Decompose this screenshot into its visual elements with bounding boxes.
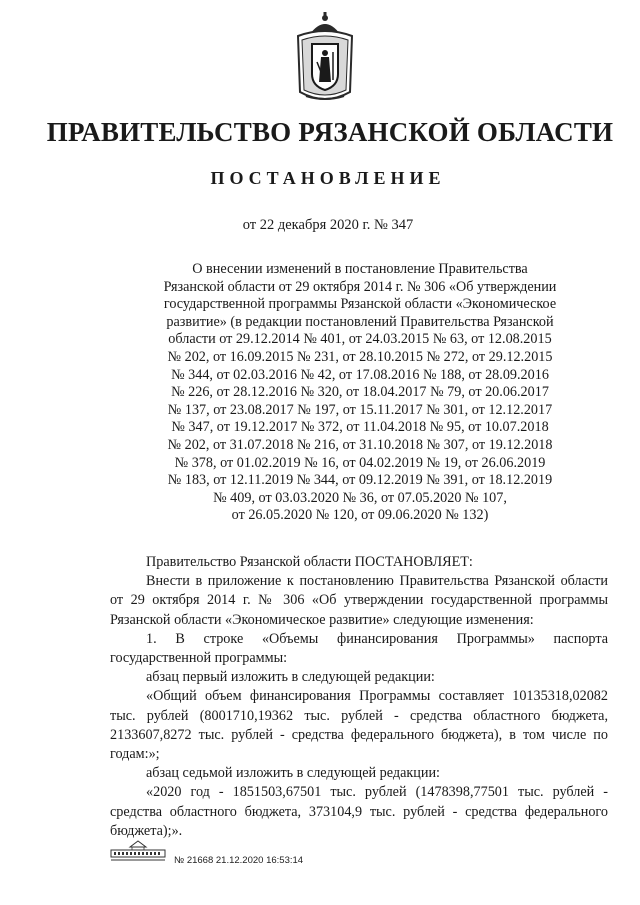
body-paragraph: «2020 год - 1851503,67501 тыс. рублей (1478398,77501 тыс. рублей - средства областного бюджета, 373104,9 тыс. рублей - средства федерального бюджета);».	[110, 784, 608, 839]
subject-line: № 347, от 19.12.2017 № 372, от 11.04.2018 № 95, от 10.07.2018	[171, 419, 549, 436]
subject-line: № 202, от 31.07.2018 № 216, от 31.10.2018 № 307, от 19.12.2018	[167, 436, 553, 453]
subject-line: № 183, от 12.11.2019 № 344, от 09.12.2019 № 391, от 18.12.2019	[167, 472, 553, 489]
body-paragraph: 1. В строке «Объемы финансирования Программы» паспорта государственной программы:	[110, 630, 608, 667]
document-type: ПОСТАНОВЛЕНИЕ	[210, 168, 446, 188]
document-body	[110, 553, 608, 841]
body-paragraph: абзац седьмой изложить в следующей редакции:	[146, 765, 441, 782]
subject-line: № 409, от 03.03.2020 № 36, от 07.05.2020 № 107,	[213, 489, 507, 506]
subject-line: развитие» (в редакции постановлений Правительства Рязанской	[166, 313, 554, 330]
subject-line: № 378, от 01.02.2019 № 16, от 04.02.2019 № 19, от 26.06.2019	[174, 454, 546, 471]
subject-line: области от 29.12.2014 № 401, от 24.03.2015 № 63, от 12.08.2015	[168, 331, 552, 348]
subject-line: Рязанской области от 29 октября 2014 г. № 306 «Об утверждении	[163, 278, 557, 295]
body-paragraph: «Общий объем финансирования Программы составляет 10135318,02082 тыс. рублей (8001710,19362 тыс. рублей - средства областного бюджета, 2133607,8272 тыс. рублей - средства федерального бюджета), в том числе по годам:»;	[110, 688, 608, 763]
subject-line: государственной программы Рязанской области «Экономическое	[163, 296, 557, 313]
registry-stamp-icon	[110, 839, 166, 863]
subject-line: № 226, от 28.12.2016 № 320, от 18.04.2017 № 79, от 20.06.2017	[171, 384, 549, 401]
resolution-statement: Правительство Рязанской области ПОСТАНОВЛЯЕТ:	[146, 554, 473, 570]
body-paragraph: абзац первый изложить в следующей редакции:	[146, 669, 435, 686]
body-paragraph: Внести в приложение к постановлению Правительства Рязанской области от 29 октября 2014 г. № 306 «Об утверждении государственной программы Рязанской области «Экономическое развитие» следующие изменения:	[110, 573, 608, 628]
document-date-number: от 22 декабря 2020 г. № 347	[242, 217, 414, 233]
subject-line: О внесении изменений в постановление Правительства	[192, 261, 528, 277]
coat-of-arms-icon	[296, 12, 354, 106]
organization-title: ПРАВИТЕЛЬСТВО РЯЗАНСКОЙ ОБЛАСТИ	[46, 117, 614, 147]
registration-mark: № 21668 21.12.2020 16:53:14	[174, 855, 304, 866]
subject-line: от 26.05.2020 № 120, от 09.06.2020 № 132)	[231, 507, 489, 524]
subject-line: № 137, от 23.08.2017 № 197, от 15.11.2017 № 301, от 12.12.2017	[167, 401, 553, 418]
subject-line: № 202, от 16.09.2015 № 231, от 28.10.2015 № 272, от 29.12.2015	[167, 348, 553, 365]
subject-line: № 344, от 02.03.2016 № 42, от 17.08.2016 № 188, от 28.09.2016	[171, 366, 549, 383]
document-subject	[140, 261, 580, 525]
